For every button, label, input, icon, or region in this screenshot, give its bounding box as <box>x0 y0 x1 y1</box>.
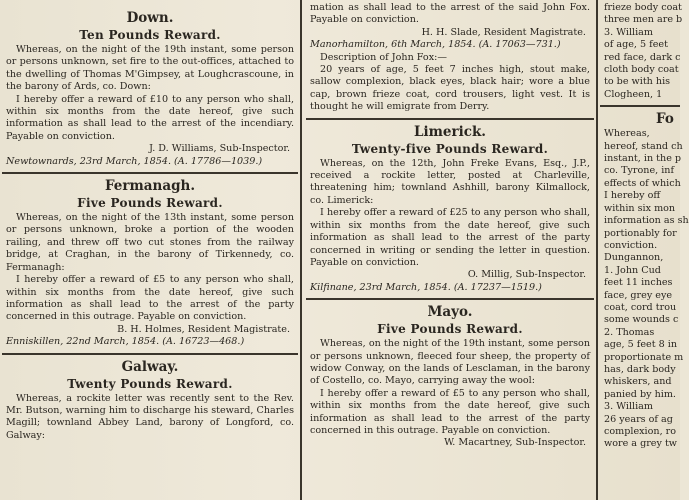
cropped-line: conviction. <box>604 239 658 251</box>
notice-text: mation as shall lead to the arrest of the said John Fox. Payable on conviction. <box>310 2 590 26</box>
cropped-line: three men are b <box>604 14 683 26</box>
cropped-line: wore a grey tw <box>604 438 678 450</box>
dateline: Manorhamilton, 6th March, 1854. (A. 17063—731.) <box>310 39 561 51</box>
county-heading: Galway. <box>121 358 179 375</box>
notice-limerick <box>306 124 594 294</box>
cropped-line: Dungannon, <box>604 252 664 264</box>
cropped-line: face, grey eye <box>604 289 673 301</box>
cropped-line: hereof, stand ch <box>604 140 683 152</box>
cropped-line: proportionate m <box>604 351 684 363</box>
cropped-line: information as sh <box>604 215 689 227</box>
notice-text: I hereby offer a reward of £5 to any person who shall, within six months from the date hereof, give such information as shall lead to the arrest of the party concerned in this outrage. Payable on conviction. <box>6 274 294 323</box>
cropped-line: within six mon <box>604 202 676 214</box>
reward-heading: Five Pounds Reward. <box>377 322 523 337</box>
notice-text: I hereby offer a reward of £10 to any person who shall, within six months from the date hereof, give such information as shall lead to the arrest of the incendiary. Payable on conviction. <box>6 93 294 142</box>
cropped-line: effects of which <box>604 177 681 189</box>
cropped-line: panied by him. <box>604 388 676 400</box>
description-heading: Description of John Fox:— <box>320 51 447 63</box>
notice-text: Whereas, a rockite letter was recently sent to the Rev. Mr. Butson, warning him to discharge his steward, Charles Magill; townland Abbey Land, barony of Longford, co. Galway: <box>6 392 294 441</box>
reward-heading: Ten Pounds Reward. <box>79 28 221 42</box>
signature: H. H. Slade, Resident Magistrate. <box>421 26 586 38</box>
cropped-line: red face, dark c <box>604 51 681 63</box>
section-divider <box>2 172 298 174</box>
column-left <box>2 0 298 500</box>
cropped-line: 3. William <box>604 401 653 413</box>
cropped-line: 3. William <box>604 26 653 38</box>
signature: O. Millig, Sub-Inspector. <box>467 269 586 281</box>
cropped-line: Clogheen, 1 <box>604 88 663 100</box>
section-divider <box>306 298 594 300</box>
cropped-line: has, dark body <box>604 363 676 375</box>
cropped-line: coat, cord trou <box>604 301 677 313</box>
county-heading: Mayo. <box>427 304 473 321</box>
cropped-line: Whereas, <box>604 128 650 140</box>
cropped-line: of age, 5 feet <box>604 39 668 51</box>
cropped-line: frieze body coat <box>604 2 682 13</box>
cropped-line: feet 11 inches <box>604 277 673 289</box>
cropped-line: 1. John Cud <box>604 264 661 276</box>
notice-down <box>2 0 298 168</box>
county-heading: Limerick. <box>413 123 486 140</box>
notice-text: Whereas, on the night of the 13th instant, some person or persons unknown, broke a portion of the wooden railing, and threw off two cut stones from the railway bridge, at Craghan, in the barony of Tirkennedy, co. Fermanagh: <box>6 212 294 273</box>
description-text: 20 years of age, 5 feet 7 inches high, stout make, sallow complexion, black eyes, black hair; wore a blue cap, brown frieze coat, cord trousers, light vest. It is thought he will emigrate from Derry. <box>310 64 590 113</box>
column-middle <box>306 0 594 500</box>
notice-text: I hereby offer a reward of £5 to any person who shall, within six months from the date hereof, give such information as shall lead to the arrest of the party concerned in this outrage. Payable on conviction. <box>310 387 590 436</box>
notice-leitrim-end <box>306 0 594 114</box>
cropped-line: to be with his <box>604 76 671 88</box>
reward-heading: Twenty-five Pounds Reward. <box>351 141 549 156</box>
cropped-line: age, 5 feet 8 in <box>604 339 678 351</box>
cropped-line: portionably for <box>604 227 677 239</box>
column-right-cropped <box>600 0 689 500</box>
notice-cropped-top <box>600 0 683 101</box>
dateline: Newtownards, 23rd March, 1854. (A. 17786—1039.) <box>6 155 263 167</box>
notice-text: Whereas, on the 12th, John Freke Evans, Esq., J.P., received a rockite letter, posted at Charleville, threatening him; townland Ashhill, barony Kilmallock, co. Limerick: <box>310 157 590 206</box>
cropped-line: instant, in the p <box>604 153 682 165</box>
notice-fermanagh <box>2 178 298 348</box>
reward-heading: Five Pounds Reward. <box>77 196 223 211</box>
county-heading: Fo <box>656 111 674 128</box>
section-divider <box>306 118 594 120</box>
notice-cropped-tyrone <box>600 111 689 451</box>
column-rule <box>596 0 598 500</box>
dateline: Kilfinane, 23rd March, 1854. (A. 17237—1519.) <box>310 281 542 293</box>
notice-text: I hereby offer a reward of £25 to any person who shall, within six months from the date hereof, give such information as shall lead to the arrest of the party concerned in writing or sending the letter in question. Payable on conviction. <box>310 207 590 268</box>
county-heading: Fermanagh. <box>104 178 196 195</box>
cropped-lines <box>604 128 689 451</box>
section-divider <box>600 105 680 107</box>
notice-text: Whereas, on the night of the 19th instant, some person or persons unknown, fleeced four sheep, the property of widow Conway, on the lands of Lesclaman, in the barony of Costello, co. Mayo, carrying away the wool: <box>310 338 590 387</box>
section-divider <box>2 353 298 355</box>
cropped-line: cloth body coat <box>604 64 679 76</box>
reward-heading: Twenty Pounds Reward. <box>67 376 233 391</box>
cropped-line: 26 years of ag <box>604 413 673 425</box>
cropped-line: whiskers, and <box>604 376 672 388</box>
notice-mayo <box>306 304 594 450</box>
signature: B. H. Holmes, Resident Magistrate. <box>117 323 290 335</box>
dateline: Enniskillen, 22nd March, 1854. (A. 16723—468.) <box>6 336 245 348</box>
cropped-line: some wounds c <box>604 314 679 326</box>
signature: J. D. Williams, Sub-Inspector. <box>149 143 290 155</box>
column-rule <box>300 0 302 500</box>
cropped-line: co. Tyrone, inf <box>604 165 675 177</box>
cropped-line: I hereby off <box>604 190 661 202</box>
notice-text: Whereas, on the night of the 19th instant, some person or persons unknown, set fire to the out-offices, attached to the dwelling of Thomas M'Gimpsey, at Loughcrascoune, in the barony of Ards, co. Down: <box>6 44 294 93</box>
notice-galway <box>2 359 298 443</box>
cropped-line: complexion, ro <box>604 426 677 437</box>
cropped-lines <box>604 2 683 101</box>
signature: W. Macartney, Sub-Inspector. <box>444 437 586 449</box>
cropped-line: 2. Thomas <box>604 326 655 338</box>
county-heading: Down. <box>126 10 174 26</box>
